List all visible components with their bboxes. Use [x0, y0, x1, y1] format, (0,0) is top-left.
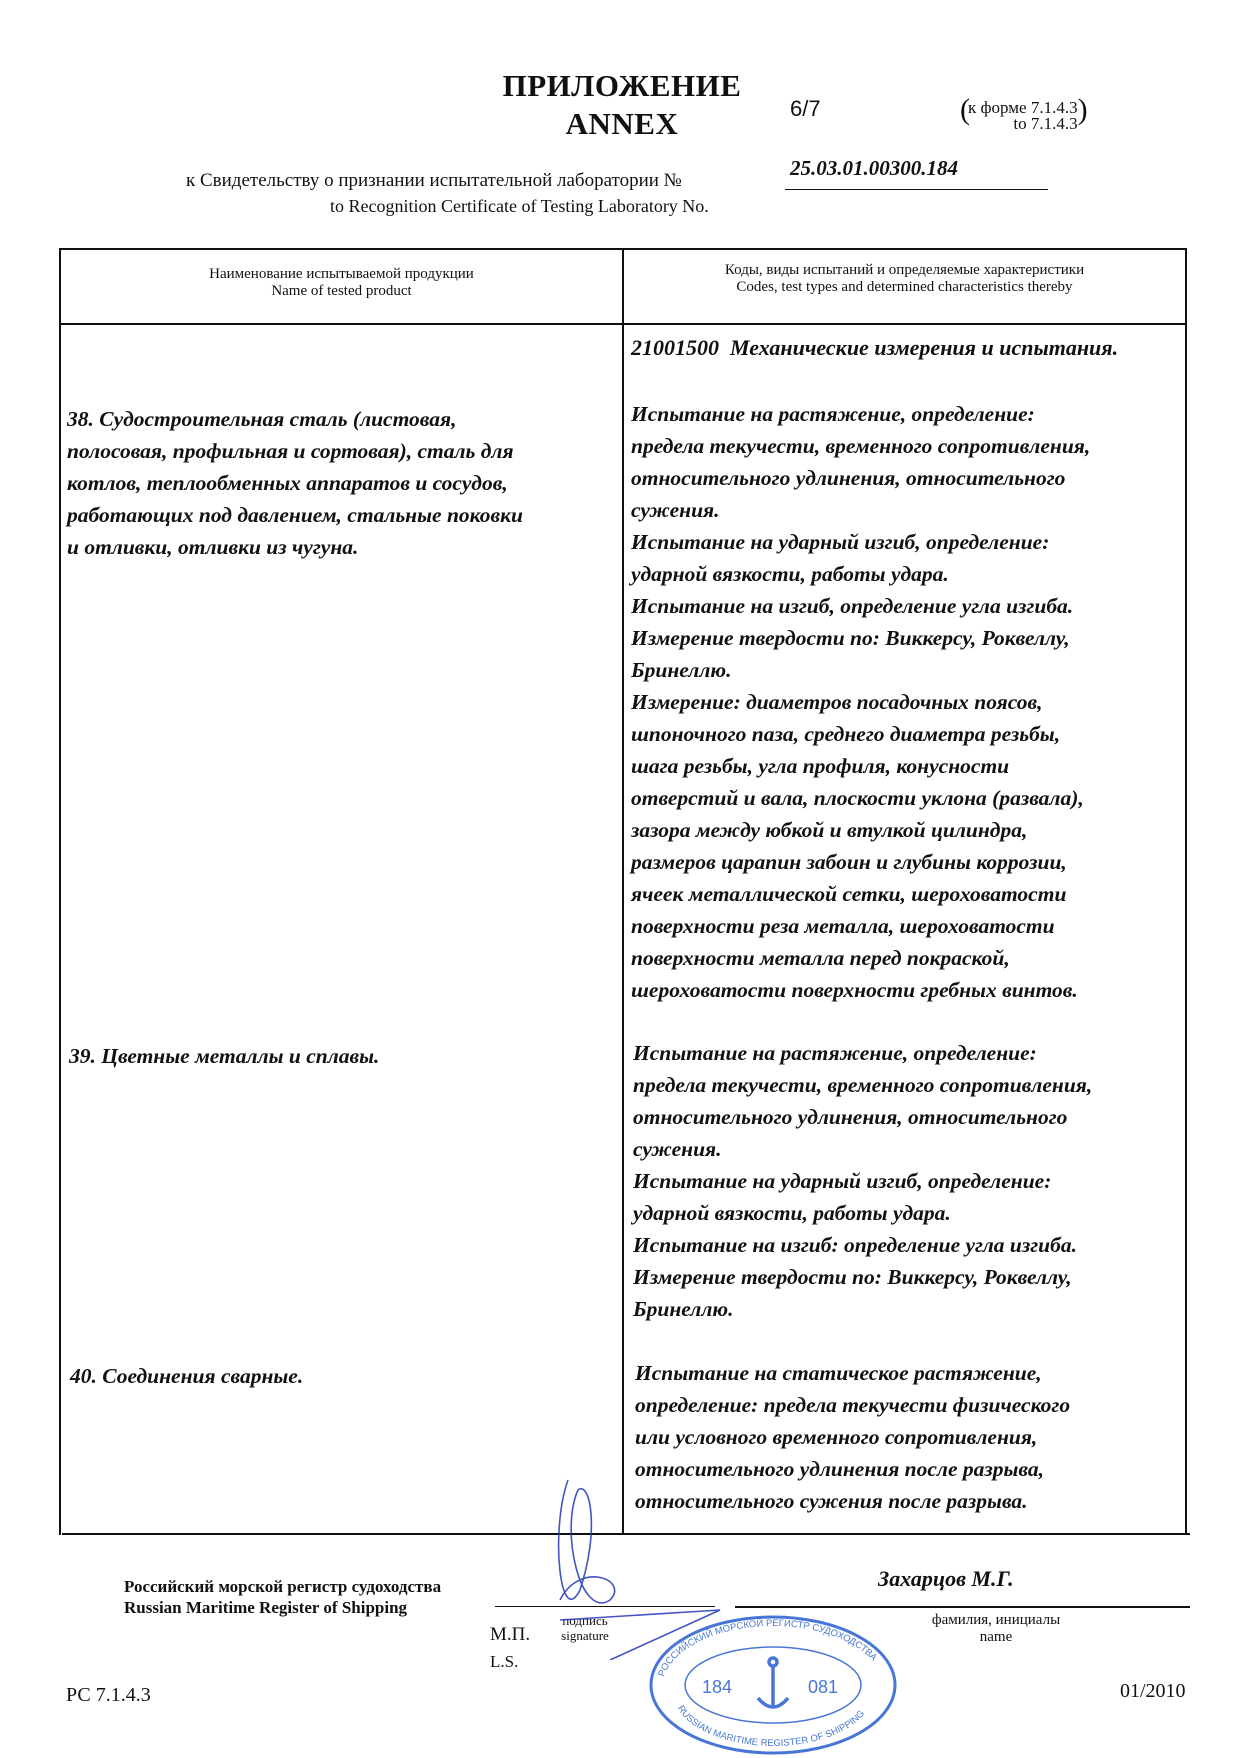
test-line: предела текучести, временного сопротивления,: [633, 1073, 1093, 1097]
product-40: [70, 1360, 303, 1392]
product-line: полосовая, профильная и сортовая), сталь для: [67, 439, 514, 463]
table-left-border: [59, 248, 61, 1535]
signature-label-en: signature: [561, 1628, 609, 1643]
test-line: ударной вязкости, работы удара.: [631, 562, 949, 586]
form-reference: [960, 93, 1088, 133]
form-ref-en: to 7.1.4.3: [1013, 114, 1078, 133]
test-line: шпоночного паза, среднего диаметра резьбы,: [631, 722, 1061, 746]
test-line: Измерение: диаметров посадочных поясов,: [631, 690, 1043, 714]
test-line: шага резьбы, угла профиля, конусности: [631, 754, 1010, 778]
column-header-product: [61, 266, 622, 300]
test-line: зазора между юбкой и втулкой цилиндра,: [631, 818, 1028, 842]
test-line: отверстий и вала, плоскости уклона (развала),: [631, 786, 1084, 810]
product-line: котлов, теплообменных аппаратов и сосудов,: [67, 471, 508, 495]
open-paren: (: [960, 93, 970, 126]
column-header-product-en: Name of tested product: [271, 283, 412, 299]
test-line: Испытание на растяжение, определение:: [633, 1041, 1037, 1065]
organization-ru: Российский морской регистр судоходства: [124, 1577, 442, 1596]
form-code: РС 7.1.4.3: [66, 1684, 151, 1706]
signature-label-ru: подпись: [562, 1613, 608, 1628]
test-line: предела текучести, временного сопротивления,: [631, 434, 1091, 458]
signatory-name: Захарцов М.Г.: [878, 1566, 1014, 1591]
stamp-number-right: 081: [808, 1677, 839, 1697]
column-header-tests-ru: Коды, виды испытаний и определяемые характеристики: [724, 262, 1085, 278]
test-line: размеров царапин забоин и глубины коррозии,: [631, 850, 1067, 874]
name-line: [735, 1606, 1190, 1608]
certificate-number: 25.03.01.00300.184: [790, 156, 958, 180]
product-line: 39. Цветные металлы и сплавы.: [69, 1044, 380, 1068]
title-ru: ПРИЛОЖЕНИЕ: [502, 68, 742, 103]
column-header-product-ru: Наименование испытываемой продукции: [209, 266, 474, 282]
column-header-tests: [624, 262, 1185, 296]
stamp-text-top: РОССИЙСКИЙ МОРСКОЙ РЕГИСТР СУДОХОДСТВА: [656, 1617, 879, 1679]
test-line: определение: предела текучести физического: [635, 1393, 1071, 1417]
test-line: сужения.: [631, 498, 720, 522]
column-header-tests-en: Codes, test types and determined characteristics thereby: [736, 279, 1073, 295]
test-line: относительного удлинения, относительного: [631, 466, 1066, 490]
ls-ru: М.П.: [490, 1624, 531, 1645]
name-label-en: name: [979, 1629, 1013, 1645]
test-line: относительного удлинения после разрыва,: [635, 1457, 1045, 1481]
test-line: поверхности металла перед покраской,: [631, 946, 1010, 970]
page-number: 6/7: [790, 96, 821, 121]
organization: [124, 1576, 441, 1618]
test-line: Измерение твердости по: Виккерсу, Роквеллу,: [631, 626, 1070, 650]
name-label: [916, 1612, 1076, 1646]
product-line: 38. Судостроительная сталь (листовая,: [67, 407, 457, 431]
test-line: сужения.: [633, 1137, 722, 1161]
stamp-number-left: 184: [702, 1677, 733, 1697]
close-paren: ): [1077, 93, 1088, 126]
test-line: шероховатости поверхности гребных винтов.: [631, 978, 1078, 1002]
test-code-line: 21001500 Механические измерения и испытания.: [631, 335, 1119, 360]
product-39: [69, 1040, 379, 1072]
product-38: [67, 403, 523, 563]
ls-en: L.S.: [490, 1652, 519, 1671]
test-line: Измерение твердости по: Виккерсу, Роквеллу,: [633, 1265, 1072, 1289]
test-line: поверхности реза металла, шероховатости: [631, 914, 1055, 938]
test-line: Испытание на ударный изгиб, определение:: [633, 1169, 1052, 1193]
test-line: Испытание на растяжение, определение:: [631, 402, 1035, 426]
test-line: или условного временного сопротивления,: [635, 1425, 1038, 1449]
certificate-label-en: to Recognition Certificate of Testing Laboratory No.: [330, 196, 709, 216]
test-line: относительного сужения после разрыва.: [635, 1489, 1028, 1513]
title-en: ANNEX: [565, 106, 679, 141]
test-line: Бринеллю.: [631, 658, 732, 682]
handwritten-signature: [520, 1470, 760, 1660]
tests-39: [633, 1037, 1092, 1325]
test-line: ударной вязкости, работы удара.: [633, 1201, 951, 1225]
tests-38: [631, 398, 1090, 1006]
table-column-divider: [622, 248, 624, 1535]
test-line: Испытание на статическое растяжение,: [635, 1361, 1042, 1385]
test-line: ячеек металлической сетки, шероховатости: [631, 882, 1067, 906]
product-line: 40. Соединения сварные.: [70, 1364, 304, 1388]
stamp-text-bottom: RUSSIAN MARITIME REGISTER OF SHIPPING: [674, 1703, 868, 1750]
test-line: Испытание на изгиб: определение угла изгиба.: [633, 1233, 1077, 1257]
edition: 01/2010: [1120, 1680, 1186, 1702]
test-line: Бринеллю.: [633, 1297, 734, 1321]
test-line: Испытание на изгиб, определение угла изгиба.: [631, 594, 1074, 618]
certificate-number-underline: [785, 189, 1048, 190]
anchor-icon: [758, 1658, 788, 1708]
table-right-border: [1185, 248, 1187, 1535]
test-line: относительного удлинения, относительного: [633, 1105, 1068, 1129]
product-line: и отливки, отливки из чугуна.: [67, 535, 359, 559]
organization-en: Russian Maritime Register of Shipping: [124, 1598, 408, 1617]
product-line: работающих под давлением, стальные поковки: [67, 503, 523, 527]
name-label-ru: фамилия, инициалы: [931, 1612, 1061, 1628]
certificate-label-ru: к Свидетельству о признании испытательной лаборатории №: [186, 170, 682, 191]
form-ref-ru: к форме 7.1.4.3: [968, 98, 1078, 117]
test-line: Испытание на ударный изгиб, определение:: [631, 530, 1050, 554]
